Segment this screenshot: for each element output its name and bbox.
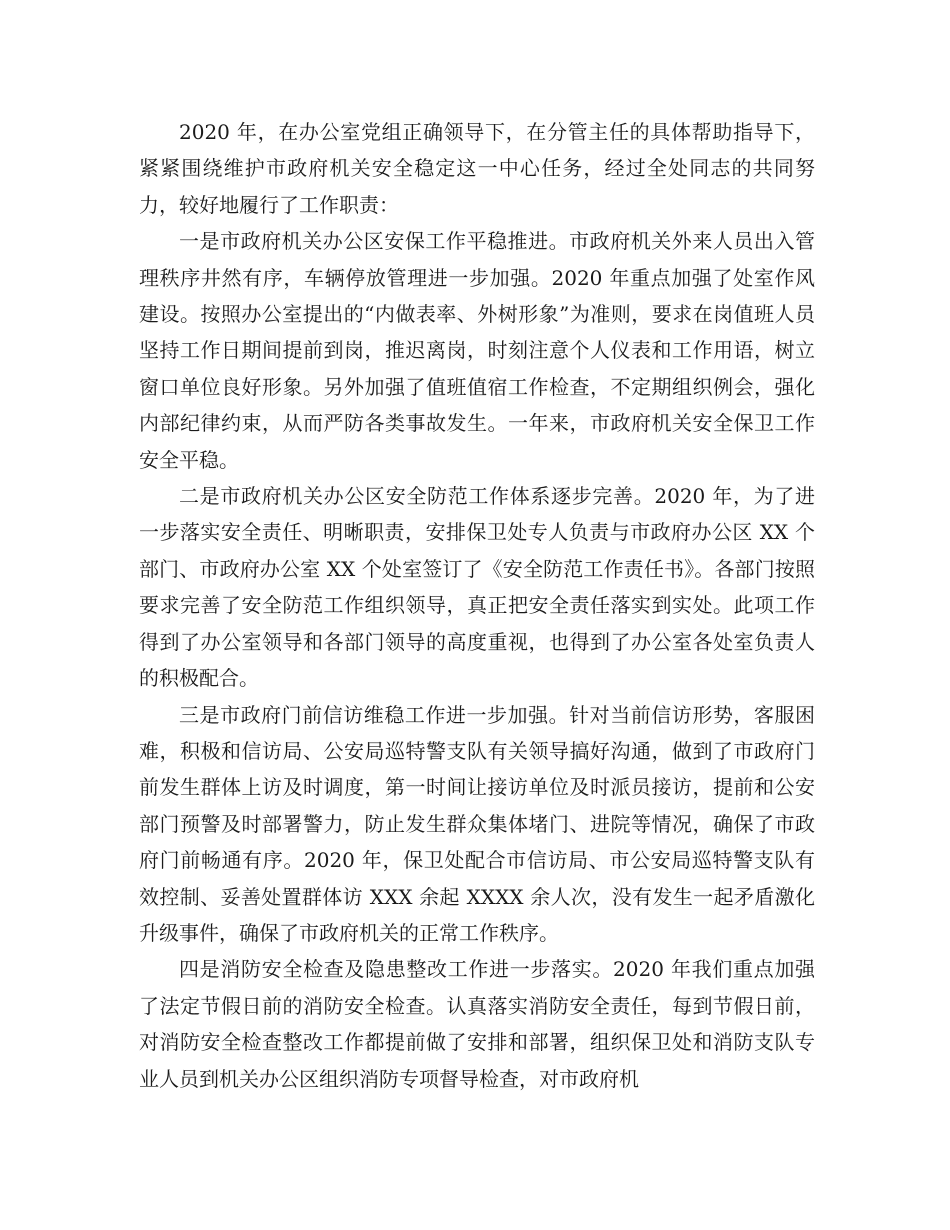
paragraph-safety-system: 二是市政府机关办公区安全防范工作体系逐步完善。2020 年，为了进一步落实安全责任、明晰职责，安排保卫处专人负责与市政府办公区 XX 个部门、市政府办公室 XX 个处室签订了《安全防范工作责任书》。各部门按照要求完善了安全防范工作组织领导，真正把安全责任落实到实处。此项工作得到了办公室领导和各部门领导的高度重视，也得到了办公室各处室负责人的积极配合。 <box>139 484 815 691</box>
paragraph-fire-safety: 四是消防安全检查及隐患整改工作进一步落实。2020 年我们重点加强了法定节假日前的消防安全检查。认真落实消防安全责任，每到节假日前，对消防安全检查整改工作都提前做了安排和部署，组织保卫处和消防支队专业人员到机关办公区组织消防专项督导检查，对市政府机 <box>139 957 815 1091</box>
paragraph-petition-stability: 三是市政府门前信访维稳工作进一步加强。针对当前信访形势，客服困难，积极和信访局、公安局巡特警支队有关领导搞好沟通，做到了市政府门前发生群体上访及时调度，第一时间让接访单位及时派员接访，提前和公安部门预警及时部署警力，防止发生群众集体堵门、进院等情况，确保了市政府门前畅通有序。2020 年，保卫处配合市信访局、市公安局巡特警支队有效控制、妥善处置群体访 XXX 余起 XXXX 余人次，没有发生一起矛盾激化升级事件，确保了市政府机关的正常工作秩序。 <box>139 702 815 945</box>
paragraph-security-work: 一是市政府机关办公区安保工作平稳推进。市政府机关外来人员出入管理秩序井然有序，车辆停放管理进一步加强。2020 年重点加强了处室作风建设。按照办公室提出的“内做表率、外树形象”为准则，要求在岗值班人员坚持工作日期间提前到岗，推迟离岗，时刻注意个人仪表和工作用语，树立窗口单位良好形象。另外加强了值班值宿工作检查，不定期组织例会，强化内部纪律约束，从而严防各类事故发生。一年来，市政府机关安全保卫工作安全平稳。 <box>139 229 815 472</box>
document-body <box>139 114 815 1097</box>
paragraph-intro: 2020 年，在办公室党组正确领导下，在分管主任的具体帮助指导下，紧紧围绕维护市政府机关安全稳定这一中心任务，经过全处同志的共同努力，较好地履行了工作职责： <box>139 120 815 217</box>
